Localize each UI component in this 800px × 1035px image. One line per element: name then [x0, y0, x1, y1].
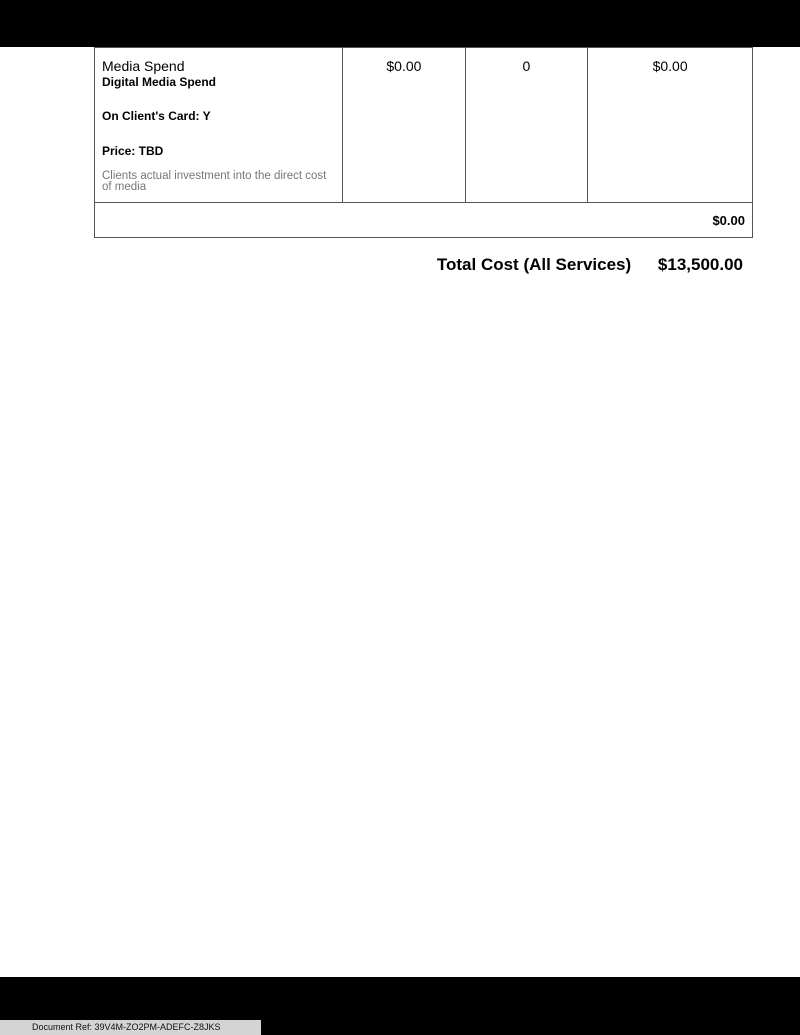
page-top-margin-bar [0, 0, 800, 47]
grand-total-label: Total Cost (All Services) [436, 255, 632, 274]
service-name: Media Spend [102, 58, 185, 74]
document-ref: Document Ref: 39V4M-ZO2PM-ADEFC-Z8JKS [0, 1020, 261, 1035]
line-total-cell: $0.00 [588, 48, 753, 203]
subtotal-row [95, 203, 753, 238]
grand-total [437, 255, 743, 275]
quantity-cell: 0 [465, 48, 588, 203]
item-description-cell [95, 48, 343, 203]
unit-price-cell: $0.00 [343, 48, 466, 203]
section-subtotal: $0.00 [95, 203, 753, 238]
grand-total-value: $13,500.00 [657, 255, 743, 274]
service-description: Clients actual investment into the direct cost of media [102, 170, 327, 193]
price-note: Price: TBD [102, 144, 164, 158]
table-row [95, 48, 753, 203]
on-client-card: On Client's Card: Y [102, 109, 211, 123]
pricing-table [94, 47, 753, 238]
service-subtitle: Digital Media Spend [102, 75, 217, 89]
